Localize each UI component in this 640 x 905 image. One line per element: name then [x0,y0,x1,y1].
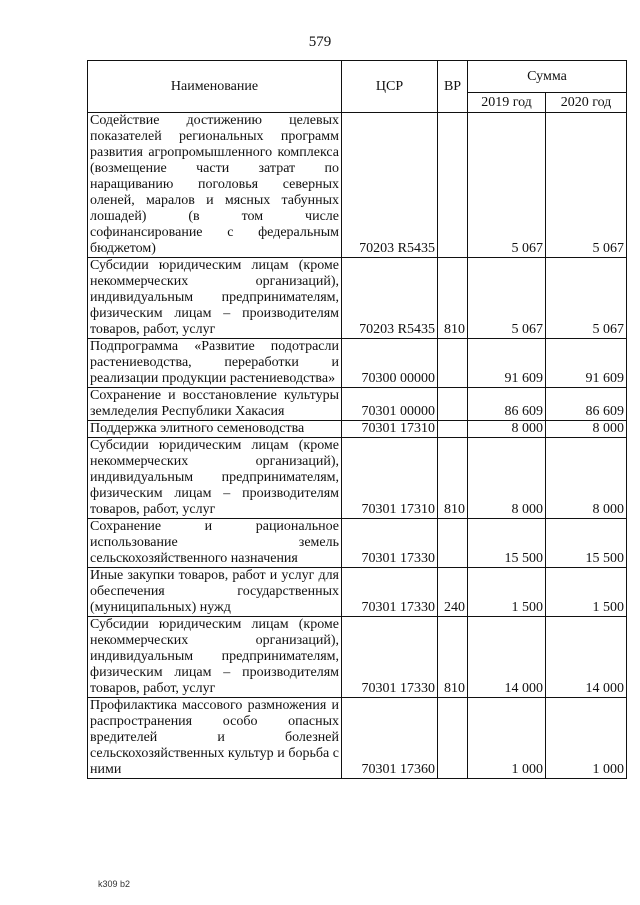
header-name: Наименование [88,61,342,113]
row-csr: 70301 00000 [342,388,438,421]
row-sum-2020: 1 500 [546,568,627,617]
row-vr [438,421,468,438]
row-name: Субсидии юридическим лицам (кроме некоммерческих организаций), индивидуальным предпринимателям, физическим лицам – производителям товаров, работ, услуг [88,438,342,519]
row-csr: 70203 R5435 [342,258,438,339]
header-csr: ЦСР [342,61,438,113]
row-vr [438,388,468,421]
row-csr: 70301 17330 [342,568,438,617]
row-vr [438,339,468,388]
row-sum-2020: 5 067 [546,258,627,339]
row-csr: 70301 17360 [342,698,438,779]
row-sum-2020: 8 000 [546,438,627,519]
row-name: Субсидии юридическим лицам (кроме некоммерческих организаций), индивидуальным предпринимателям, физическим лицам – производителям товаров, работ, услуг [88,258,342,339]
table-row [88,617,627,698]
header-2020: 2020 год [546,93,627,113]
row-sum-2020: 86 609 [546,388,627,421]
row-sum-2019: 8 000 [468,421,546,438]
row-csr: 70300 00000 [342,339,438,388]
table-row [88,339,627,388]
table-row [88,388,627,421]
row-sum-2020: 14 000 [546,617,627,698]
row-vr [438,698,468,779]
row-name: Иные закупки товаров, работ и услуг для обеспечения государственных (муниципальных) нужд [88,568,342,617]
footer-code: k309 b2 [98,879,131,889]
row-sum-2019: 1 500 [468,568,546,617]
row-vr [438,519,468,568]
row-name: Профилактика массового размножения и распространения особо опасных вредителей и болезней сельскохозяйственных культур и борьба с ними [88,698,342,779]
row-name: Сохранение и восстановление культуры земледелия Республики Хакасия [88,388,342,421]
row-csr: 70203 R5435 [342,113,438,258]
row-sum-2019: 1 000 [468,698,546,779]
row-sum-2019: 86 609 [468,388,546,421]
row-sum-2019: 91 609 [468,339,546,388]
row-name: Содействие достижению целевых показателей региональных программ развития агропромышленного комплекса (возмещение части затрат по наращиванию поголовья северных оленей, маралов и мясных табунных лошадей) (в том числе софинансирование с федеральным бюджетом) [88,113,342,258]
row-sum-2019: 5 067 [468,113,546,258]
header-2019: 2019 год [468,93,546,113]
row-vr: 810 [438,438,468,519]
row-name: Субсидии юридическим лицам (кроме некоммерческих организаций), индивидуальным предпринимателям, физическим лицам – производителям товаров, работ, услуг [88,617,342,698]
row-sum-2020: 1 000 [546,698,627,779]
row-vr: 810 [438,617,468,698]
budget-table [87,60,627,779]
row-sum-2020: 5 067 [546,113,627,258]
row-sum-2019: 14 000 [468,617,546,698]
header-vr: ВР [438,61,468,113]
row-csr: 70301 17330 [342,617,438,698]
page-number: 579 [308,34,332,50]
header-sum: Сумма [468,61,627,93]
row-csr: 70301 17330 [342,519,438,568]
row-sum-2020: 91 609 [546,339,627,388]
row-csr: 70301 17310 [342,438,438,519]
table-row [88,568,627,617]
row-sum-2019: 8 000 [468,438,546,519]
table-row [88,258,627,339]
row-name: Поддержка элитного семеноводства [88,421,342,438]
table-header [88,61,627,113]
table-row [88,113,627,258]
row-csr: 70301 17310 [342,421,438,438]
table-row [88,519,627,568]
table-row [88,421,627,438]
table-body [88,113,627,779]
row-vr: 810 [438,258,468,339]
row-name: Сохранение и рациональное использование земель сельскохозяйственного назначения [88,519,342,568]
row-sum-2019: 5 067 [468,258,546,339]
row-sum-2020: 15 500 [546,519,627,568]
row-vr [438,113,468,258]
row-sum-2019: 15 500 [468,519,546,568]
row-vr: 240 [438,568,468,617]
table-row [88,698,627,779]
row-sum-2020: 8 000 [546,421,627,438]
table-row [88,438,627,519]
row-name: Подпрограмма «Развитие подотрасли растениеводства, переработки и реализации продукции растениеводства» [88,339,342,388]
